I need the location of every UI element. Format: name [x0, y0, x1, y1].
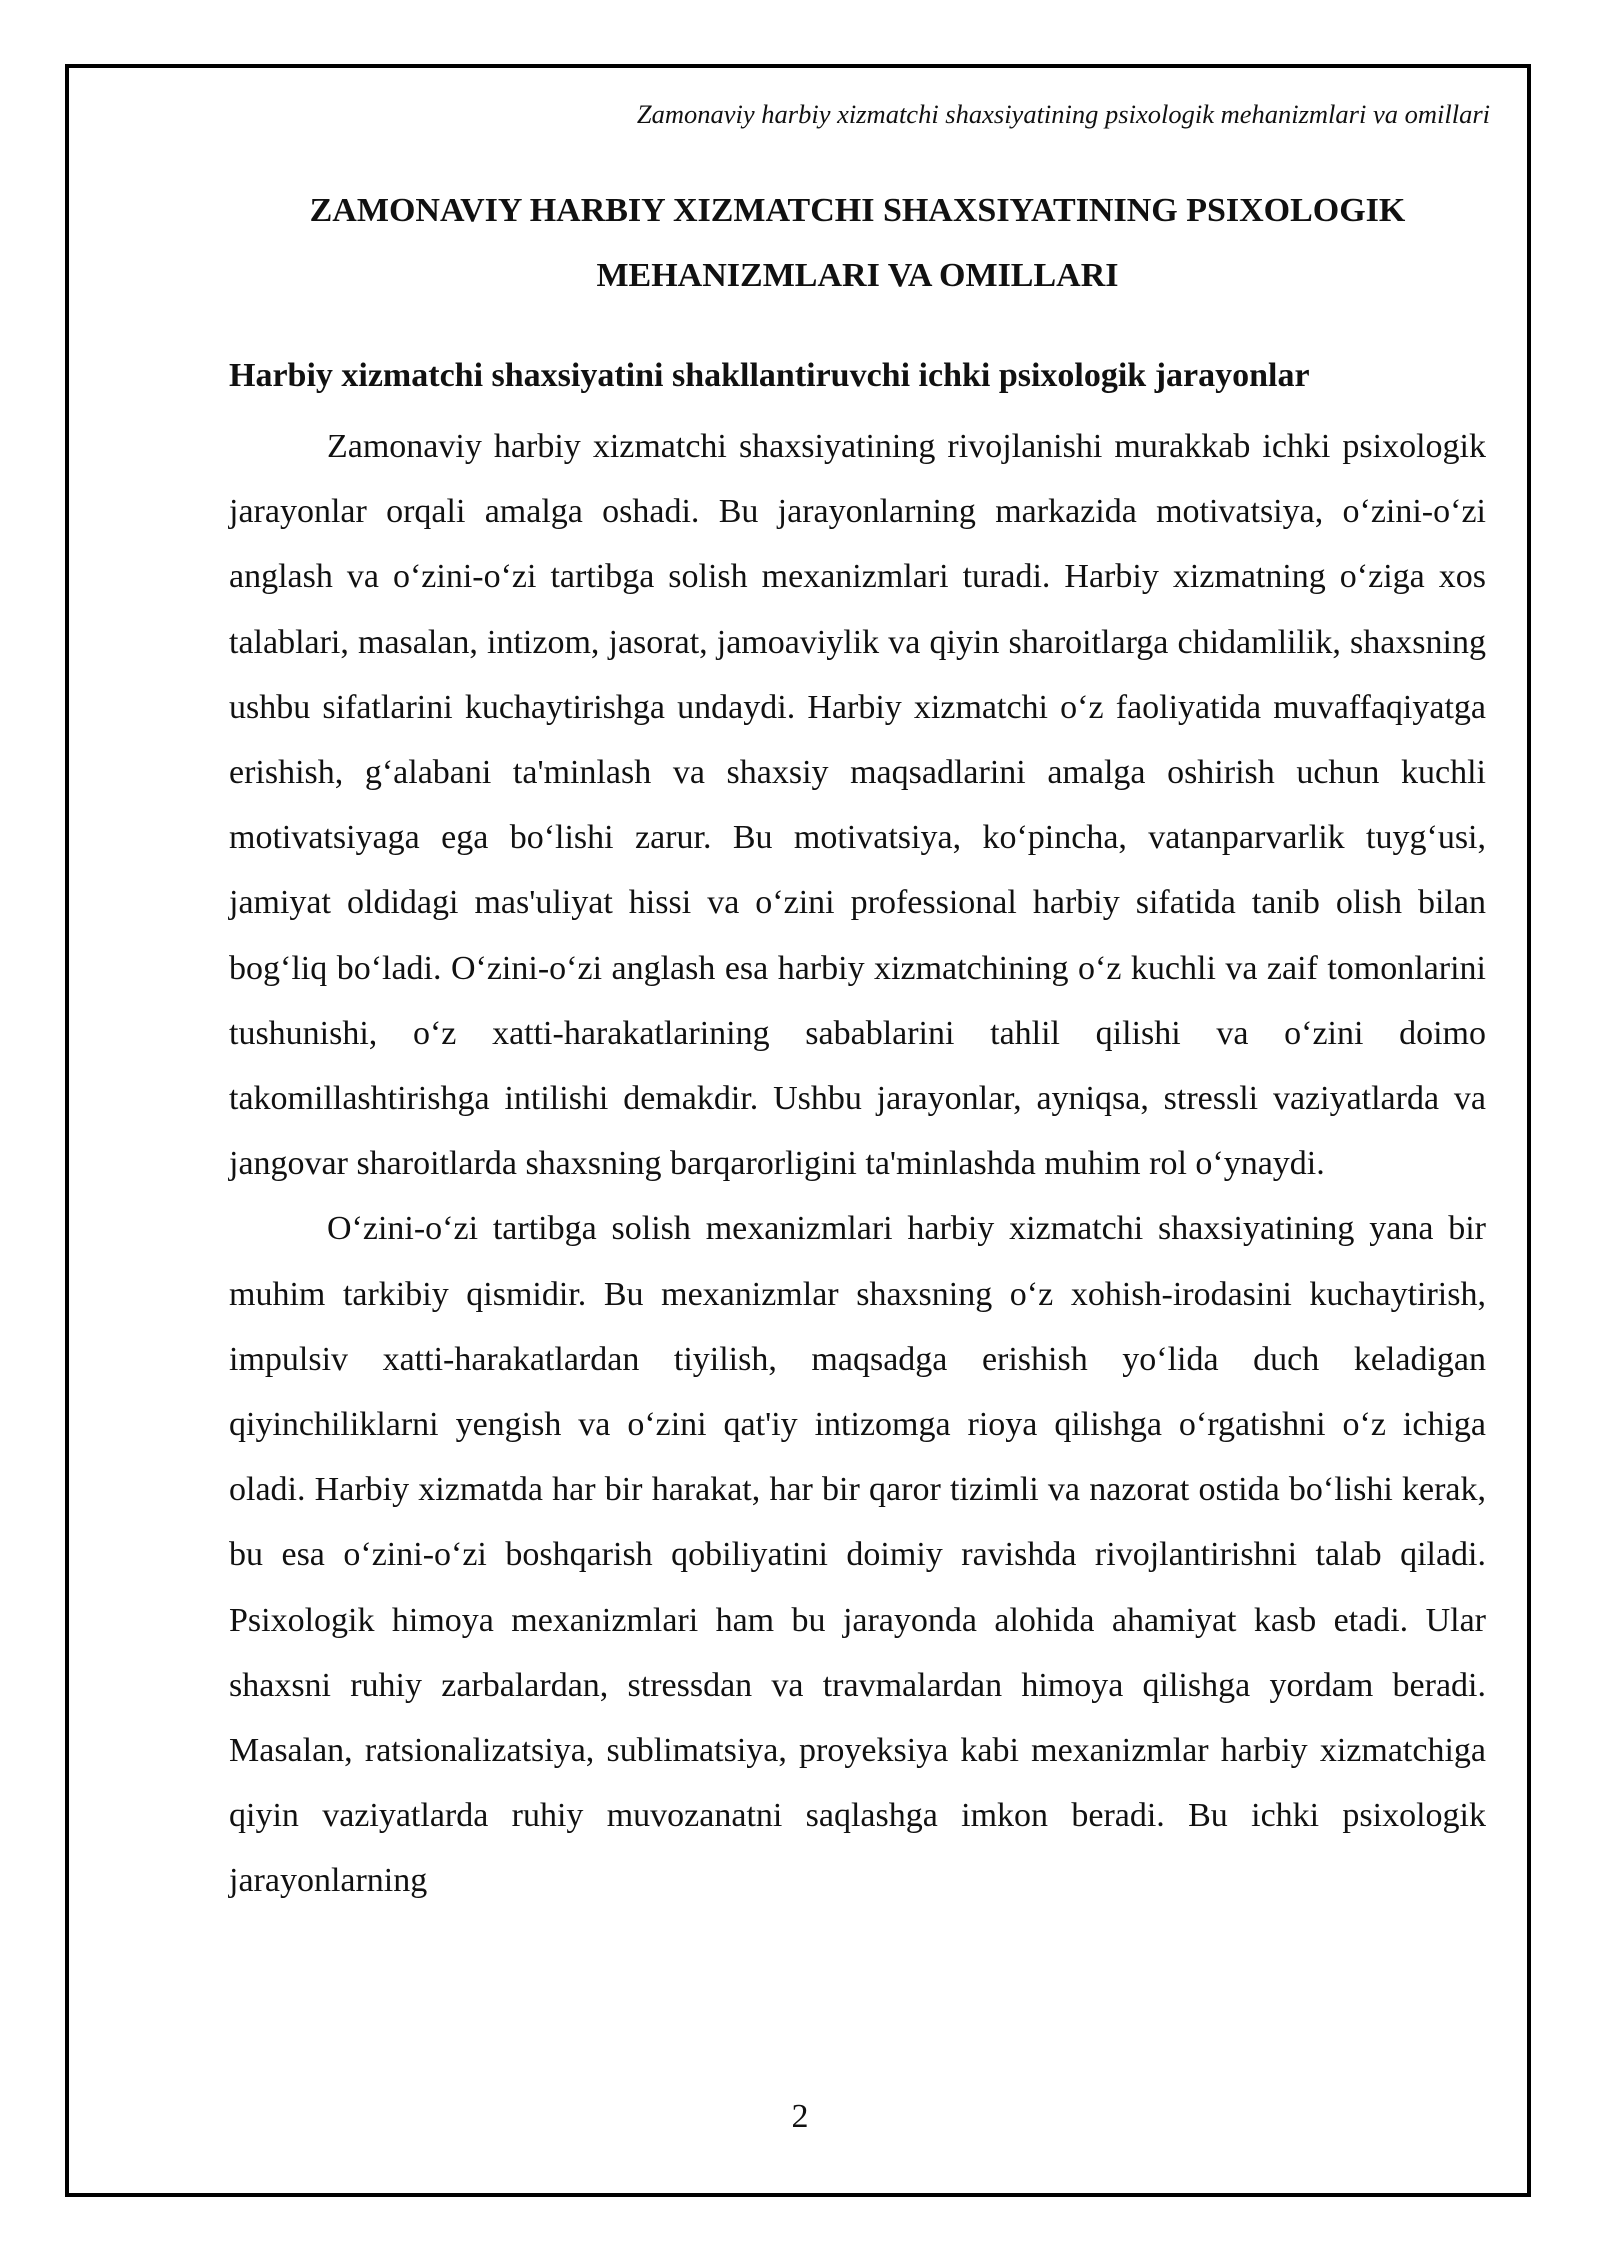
- page-number: 2: [791, 2098, 809, 2135]
- section-heading: Harbiy xizmatchi shaxsiyatini shakllantiruvchi ichki psixologik jarayonlar: [229, 357, 1310, 394]
- body-paragraph: Zamonaviy harbiy xizmatchi shaxsiyatining rivojlanishi murakkab ichki psixologik jarayonlar orqali amalga oshadi. Bu jarayonlarning markazida motivatsiya, o‘zini-o‘zi anglash va o‘zini-o‘zi tartibga solish mexanizmlari turadi. Harbiy xizmatning o‘ziga xos talablari, masalan, intizom, jasorat, jamoaviylik va qiyin sharoitlarga chidamlilik, shaxsning ushbu sifatlarini kuchaytirishga undaydi. Harbiy xizmatchi o‘z faoliyatida muvaffaqiyatga erishish, g‘alabani ta'minlash va shaxsiy maqsadlarini amalga oshirish uchun kuchli motivatsiyaga ega bo‘lishi zarur. Bu motivatsiya, ko‘pincha, vatanparvarlik tuyg‘usi, jamiyat oldidagi mas'uliyat hissi va o‘zini professional harbiy sifatida tanib olish bilan bog‘liq bo‘ladi. O‘zini-o‘zi anglash esa harbiy xizmatchining o‘z kuchli va zaif tomonlarini tushunishi, o‘z xatti-harakatlarining sabablarini tahlil qilishi va o‘zini doimo takomillashtirishga intilishi demakdir. Ushbu jarayonlar, ayniqsa, stressli vaziyatlarda va jangovar sharoitlarda shaxsning barqarorligini ta'minlashda muhim rol o‘ynaydi.: [229, 428, 1486, 1183]
- body-paragraph: O‘zini-o‘zi tartibga solish mexanizmlari harbiy xizmatchi shaxsiyatining yana bir muhim tarkibiy qismidir. Bu mexanizmlar shaxsning o‘z xohish-irodasini kuchaytirish, impulsiv xatti-harakatlardan tiyilish, maqsadga erishish yo‘lida duch keladigan qiyinchiliklarni yengish va o‘zini qat'iy intizomga rioya qilishga o‘rgatishni o‘z ichiga oladi. Harbiy xizmatda har bir harakat, har bir qaror tizimli va nazorat ostida bo‘lishi kerak, bu esa o‘zini-o‘zi boshqarish qobiliyatini doimiy ravishda rivojlantirishni talab qiladi. Psixologik himoya mexanizmlari ham bu jarayonda alohida ahamiyat kasb etadi. Ular shaxsni ruhiy zarbalardan, stressdan va travmalardan himoya qilishga yordam beradi. Masalan, ratsionalizatsiya, sublimatsiya, proyeksiya kabi mexanizmlar harbiy xizmatchiga qiyin vaziyatlarda ruhiy muvozanatni saqlashga imkon beradi. Bu ichki psixologik jarayonlarning: [229, 1210, 1486, 1900]
- title-line-1: ZAMONAVIY HARBIY XIZMATCHI SHAXSIYATINING PSIXOLOGIK: [309, 192, 1406, 229]
- running-header: Zamonaviy harbiy xizmatchi shaxsiyatining psixologik mehanizmlari va omillari: [636, 99, 1490, 129]
- document-title: [229, 178, 1486, 308]
- title-line-2: MEHANIZMLARI VA OMILLARI: [596, 257, 1119, 294]
- document-body: [229, 178, 1486, 1914]
